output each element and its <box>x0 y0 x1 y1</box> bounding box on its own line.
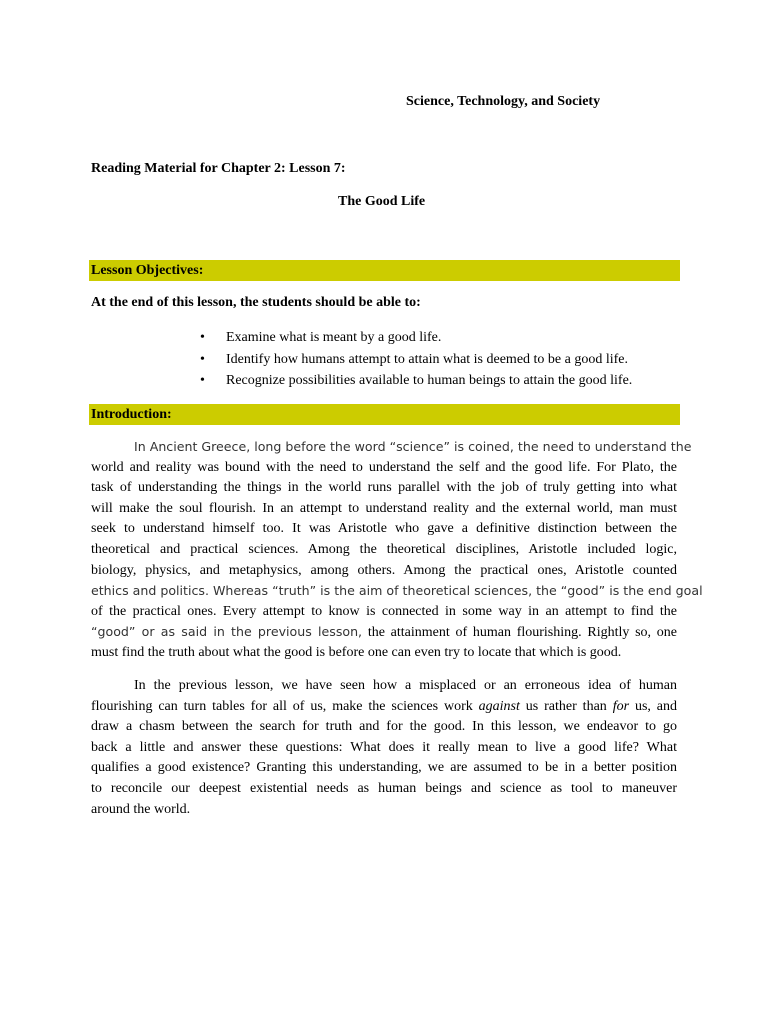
bullet-icon: • <box>200 351 205 367</box>
paragraph-line: world and reality was bound with the need to understand the self and the good life. For Plato, the <box>91 459 677 475</box>
bullet-icon: • <box>200 373 205 388</box>
paragraph-line: of the practical ones. Every attempt to know is connected in some way in an attempt to find the <box>91 603 677 619</box>
paragraph-line-part: flourishing can turn tables for all of us, make the sciences work <box>91 698 473 714</box>
paragraph-line: around the world. <box>91 801 191 817</box>
paragraph-line: must find the truth about what the good is before one can even try to locate that which is good. <box>91 644 622 660</box>
paragraph-line: theoretical and practical sciences. Among the theoretical disciplines, Aristotle included logic, <box>91 541 677 557</box>
paragraph-line: will make the soul flourish. In an attempt to understand reality and the external world, man must <box>91 500 677 516</box>
objective-text: Examine what is meant by a good life. <box>226 330 442 345</box>
bullet-icon: • <box>200 330 205 345</box>
objective-text: Identify how humans attempt to attain what is deemed to be a good life. <box>226 351 629 367</box>
objective-item <box>200 349 632 371</box>
paragraph-line <box>91 622 677 643</box>
introduction-paragraph-2 <box>91 676 677 820</box>
paragraph-line-sans-part: “good” or as said in the previous lesson, <box>91 624 363 640</box>
course-title: Science, Technology, and Society <box>406 94 601 109</box>
paragraph-line-part: us, and <box>634 698 678 714</box>
introduction-header: Introduction: <box>89 404 680 425</box>
paragraph-line: task of understanding the things in the world runs parallel with the job of truly getting into what <box>91 480 677 496</box>
paragraph-line: qualifies a good existence? Granting this understanding, we are assumed to be in a better position <box>91 760 677 776</box>
paragraph-line: seek to understand himself too. It was Aristotle who gave a definitive distinction between the <box>91 521 677 537</box>
introduction-paragraph-1 <box>91 437 703 664</box>
paragraph-line: back a little and answer these questions: What does it really mean to live a good life? What <box>91 739 677 755</box>
paragraph-line: to reconcile our deepest existential needs as human beings and science as tool to maneuver <box>91 780 677 796</box>
lesson-objectives-header: Lesson Objectives: <box>89 260 680 281</box>
emphasis-for: for <box>612 698 630 714</box>
objectives-intro-text: At the end of this lesson, the students should be able to: <box>91 295 421 310</box>
paragraph-line: draw a chasm between the search for truth and for the good. In this lesson, we endeavor to go <box>91 719 677 735</box>
objective-item <box>200 327 632 349</box>
reading-material-heading: Reading Material for Chapter 2: Lesson 7: <box>91 161 346 176</box>
paragraph-line-part: us rather than <box>525 698 607 714</box>
objectives-list <box>200 327 632 392</box>
paragraph-line: In Ancient Greece, long before the word “science” is coined, the need to understand the <box>134 439 692 454</box>
paragraph-line <box>91 697 677 718</box>
lesson-title: The Good Life <box>338 194 426 209</box>
paragraph-line: biology, physics, and metaphysics, among others. Among the practical ones, Aristotle counted <box>91 562 677 578</box>
paragraph-line-rest: the attainment of human flourishing. Rightly so, one <box>367 625 677 641</box>
paragraph-line: In the previous lesson, we have seen how a misplaced or an erroneous idea of human <box>134 678 677 693</box>
emphasis-against: against <box>478 698 520 714</box>
paragraph-line: ethics and politics. Whereas “truth” is the aim of theoretical sciences, the “good” is the end goal <box>91 583 703 599</box>
objective-text: Recognize possibilities available to human beings to attain the good life. <box>226 373 633 388</box>
objective-item <box>200 370 632 392</box>
